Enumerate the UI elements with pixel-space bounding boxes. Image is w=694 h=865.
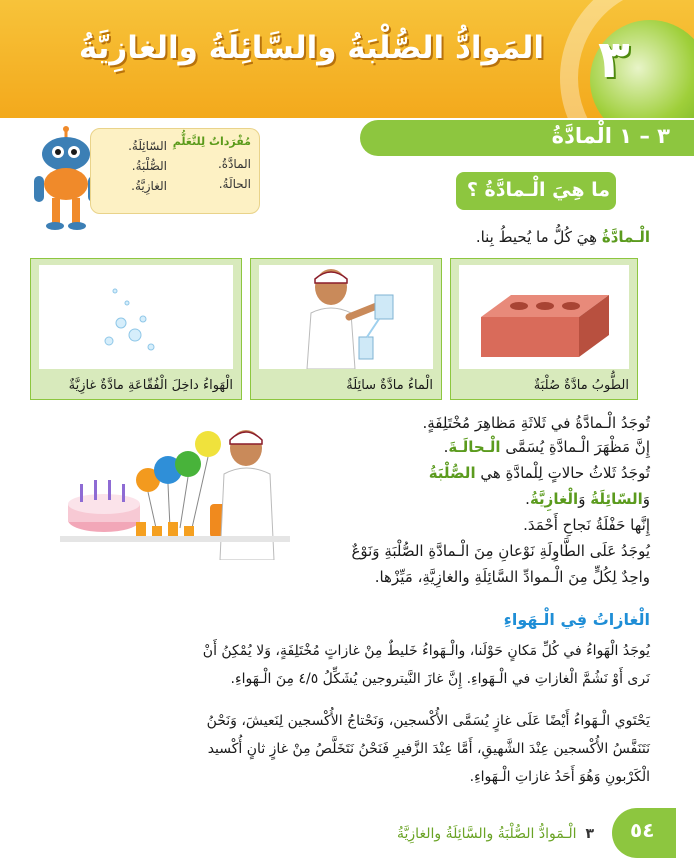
page-number: ٥٤ — [630, 818, 655, 842]
vocab-word: السّائِلَةُ. — [128, 139, 167, 153]
text-line: نَتَنَفَّسُ الأُكْسجين عِنْدَ الشَّهيقِ، أَمَّا عِنْدَ الزَّفيرِ فَنَحْنُ نَتَخَلَّصُ مِنْ غازٍ ثانٍ أُكْسيد — [207, 741, 650, 757]
chapter-title: المَوادُّ الصُّلْبَةُ والسَّائِلَةُ والغازِيَّةُ — [78, 30, 544, 66]
panel-solid — [450, 258, 638, 400]
key-term: الْغازِيَّةُ — [529, 490, 579, 508]
bubbles-illustration — [39, 265, 233, 369]
key-term: الْـحالَـةَ — [448, 438, 501, 456]
question-text: ما هِيَ الْـمادَّةُ ؟ — [466, 179, 610, 201]
text-line — [444, 436, 650, 458]
text-line: واحِدٌ لِكُلٍّ مِنَ الْـموادِّ السَّائِلَةِ والغازِيَّةِ، مَيِّزْها. — [374, 568, 650, 586]
panel-caption: الْماءُ مادَّةٌ سائِلَةٌ — [346, 378, 433, 393]
text-line: يُوجَدُ عَلَى الطَّاوِلَةِ نَوْعانِ مِنَ الْـمادَّةِ الصُّلْبَةِ وَنَوْعٌ — [351, 542, 650, 560]
definition-line — [476, 228, 650, 246]
text-line — [429, 462, 650, 484]
text-span: . — [525, 490, 530, 508]
vocab-word: الصُّلْبَةُ. — [131, 159, 167, 173]
text-line: إِنَّها حَفْلَةُ نَجاحِ أَحْمَدَ. — [523, 516, 650, 534]
vocab-word: المادَّةُ. — [217, 157, 251, 171]
panel-caption: الْهَواءُ داخِلَ الْفُقّاعَةِ مادَّةٌ غازِيَّةٌ — [68, 378, 233, 393]
text-line: نَرى أَوْ نَشُمَّ الْغازاتِ في الْـهَواءِ. إِنَّ غازَ النَّيتروجين يُشَكِّلُ ٤/٥ مِنَ الْـهَواءِ. — [230, 671, 650, 687]
panel-gas — [30, 258, 242, 400]
footer-chapter-number: ٣ — [585, 826, 594, 842]
text-line: تُوجَدُ الْـمادَّةُ في ثَلاثَةِ مَظاهِرَ مُخْتَلِفَةٍ. — [422, 414, 650, 432]
panel-liquid — [250, 258, 442, 400]
brick-illustration — [459, 265, 629, 369]
text-span: وَ — [642, 490, 650, 508]
vocab-word: الغازِيَّةُ. — [131, 179, 167, 193]
boy-pouring-water-illustration — [259, 265, 433, 369]
text-span: . — [443, 438, 449, 456]
key-term: السّائِلَةُ — [590, 490, 643, 508]
definition-term: الْـمادَّةُ — [601, 228, 650, 246]
text-line — [525, 488, 650, 510]
definition-text: هِيَ كُلُّ ما يُحيطُ بِنا. — [475, 228, 602, 246]
key-term: الصُّلْبَةُ — [428, 464, 476, 482]
chapter-number: ٣ — [598, 30, 630, 90]
text-line: يُوجَدُ الْهَواءُ في كُلِّ مَكانٍ حَوْلَنا، والْـهَواءُ خَليطٌ مِنْ غازاتٍ مُخْتَلِفَةٍ، وَلا يُمْكِنُ أَنْ — [202, 643, 650, 659]
subheading: الْغازاتُ فِي الْـهَواءِ — [503, 610, 650, 629]
footer-chapter-name: الْـمَوادُّ الصُّلْبَةُ والسَّائِلَةُ والغازِيَّةُ — [397, 826, 577, 842]
vocabulary-card — [90, 128, 260, 214]
footer-chapter-title — [397, 826, 594, 842]
text-line: الْكَرْبونِ وَهُوَ أَحَدُ غازاتِ الْـهَواءِ. — [469, 769, 650, 785]
text-span: وَ — [578, 490, 591, 508]
vocab-word: الحالَةُ. — [218, 177, 251, 191]
text-span: إِنَّ مَظْهَرَ الْـمادَّةِ يُسَمَّى — [500, 438, 650, 456]
vocabulary-title: مُفْرَداتٌ لِلتَّعَلُّمِ — [172, 135, 251, 148]
text-span: تُوجَدُ ثَلاثُ حالاتٍ لِلْمادَّةِ هي — [475, 464, 650, 482]
birthday-party-illustration — [60, 418, 290, 560]
section-label: ٣ – ١ الْمادَّةُ — [551, 124, 670, 148]
panel-caption: الطُّوبُ مادَّةٌ صُلْبَةٌ — [533, 378, 629, 393]
text-line: يَحْتَوي الْـهَواءُ أَيْضًا عَلَى غازٍ يُسَمَّى الأُكْسجين، وَنَحْتاجُ الأُكْسجين لِنَعيشَ، وَنَحْنُ — [206, 713, 650, 729]
